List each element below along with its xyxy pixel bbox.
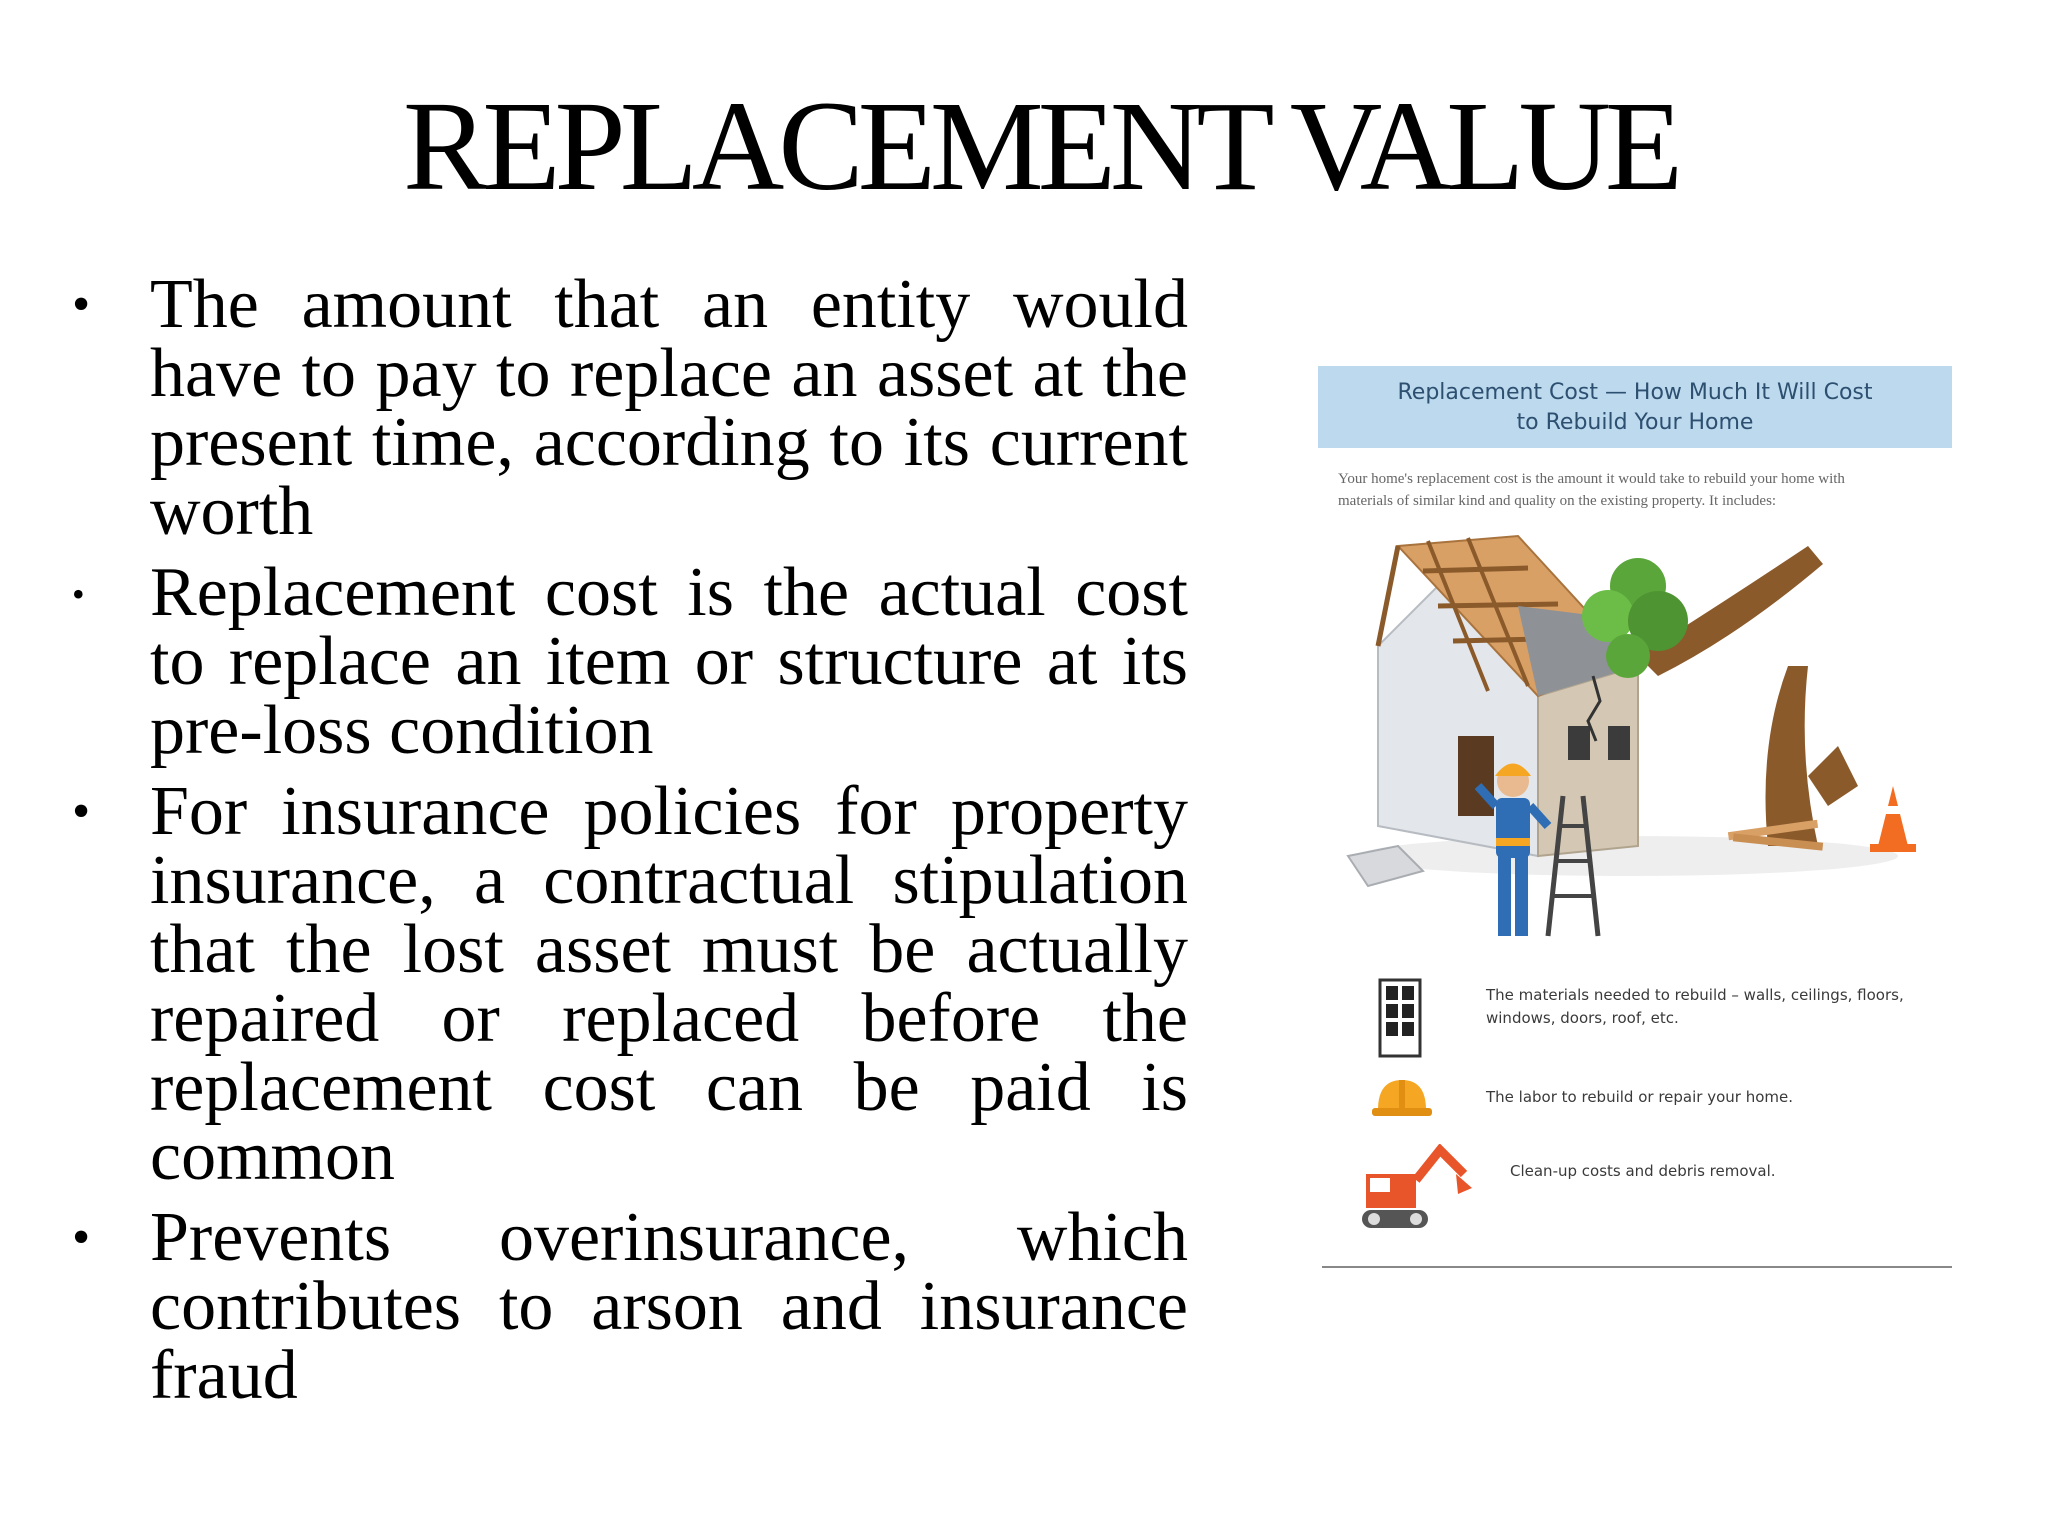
bullet-marker: • bbox=[72, 574, 85, 614]
bullet-text: For insurance policies for property insurance, a contractual stipulation that the lost asset must be actually repaired or replaced before the replacement cost can be paid is common bbox=[150, 773, 1188, 1195]
bullet-item bbox=[72, 554, 1188, 769]
legend-text: The labor to rebuild or repair your home. bbox=[1486, 1088, 1793, 1106]
excavator-icon bbox=[1360, 1144, 1476, 1234]
bullet-marker: • bbox=[72, 1209, 91, 1266]
infographic-intro bbox=[1338, 468, 1958, 512]
infographic-header-line2: to Rebuild Your Home bbox=[1516, 410, 1754, 435]
bullet-item bbox=[72, 773, 1188, 1195]
traffic-cone-icon bbox=[1870, 786, 1916, 852]
infographic-header bbox=[1318, 366, 1952, 448]
infographic-intro-line2: materials of similar kind and quality on the existing property. It includes: bbox=[1338, 493, 1777, 509]
legend-cleanup bbox=[1378, 1144, 1938, 1204]
bullet-list bbox=[72, 266, 1188, 1422]
infographic-divider bbox=[1322, 1266, 1952, 1268]
legend-text: Clean-up costs and debris removal. bbox=[1510, 1162, 1776, 1180]
slide-title: REPLACEMENT VALUE bbox=[402, 75, 1678, 217]
bullet-item bbox=[72, 1199, 1188, 1414]
bullet-marker: • bbox=[72, 276, 91, 333]
infographic-intro-line1: Your home's replacement cost is the amount it would take to rebuild your home with bbox=[1338, 471, 1845, 487]
legend-text: The materials needed to rebuild – walls, ceilings, floors, windows, doors, roof, etc. bbox=[1486, 986, 1904, 1027]
damaged-house-illustration bbox=[1338, 526, 1918, 966]
bullet-text: Replacement cost is the actual cost to replace an item or structure at its pre-loss condition bbox=[150, 554, 1188, 769]
legend-labor bbox=[1378, 1076, 1938, 1136]
bullet-marker: • bbox=[72, 783, 91, 840]
bullet-item bbox=[72, 266, 1188, 550]
bullet-text: Prevents overinsurance, which contributes to arson and insurance fraud bbox=[150, 1199, 1188, 1414]
bullet-text: The amount that an entity would have to pay to replace an asset at the present time, according to its current worth bbox=[150, 266, 1188, 550]
replacement-cost-infographic bbox=[1318, 366, 1958, 1266]
legend-materials bbox=[1378, 978, 1938, 1038]
window-icon bbox=[1378, 978, 1422, 1058]
hard-hat-icon bbox=[1372, 1076, 1432, 1120]
infographic-header-line1: Replacement Cost — How Much It Will Cost bbox=[1397, 380, 1873, 405]
